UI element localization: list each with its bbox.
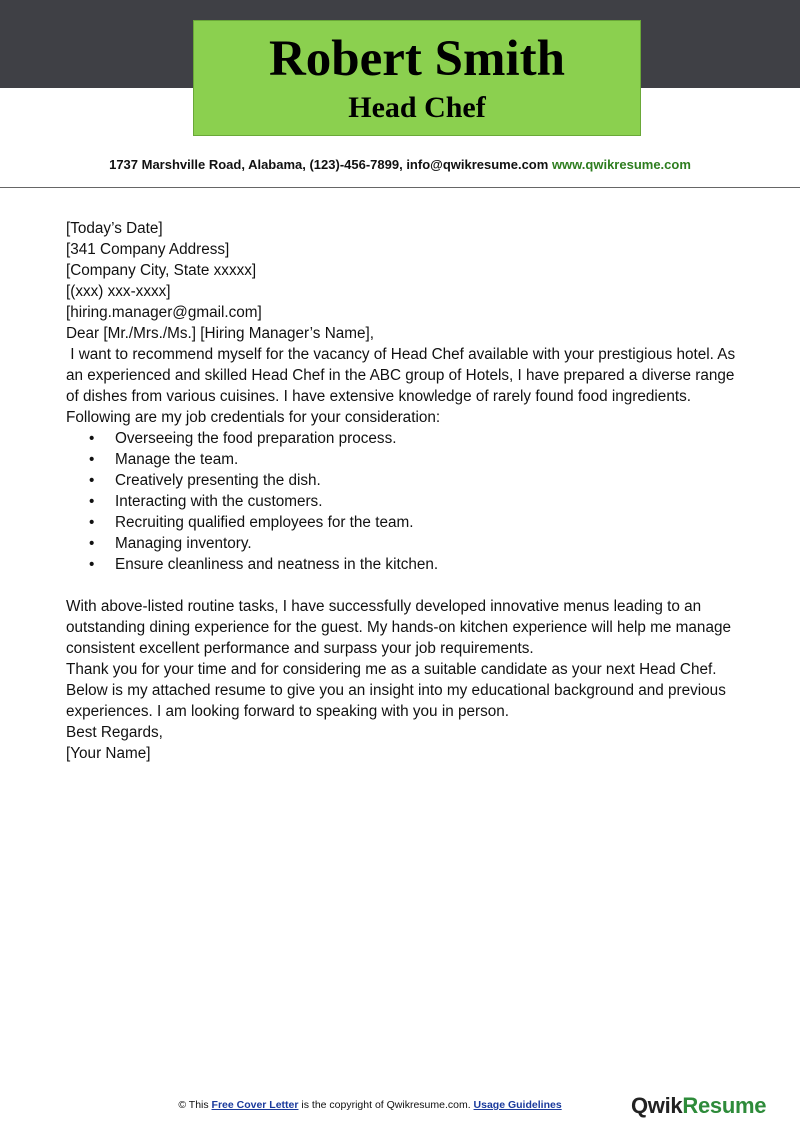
applicant-name: Robert Smith <box>268 31 566 87</box>
paragraph-experience: With above-listed routine tasks, I have successfully developed innovative menus leading to an outstanding dining experience for the guest. My hands-on kitchen experience will help me manage consistent excellent performance and surpass your job requirements. <box>66 598 731 657</box>
footer-middle: is the copyright of Qwikresume.com. <box>298 1099 474 1111</box>
greeting: Dear [Mr./Mrs./Ms.] [Hiring Manager’s Name], <box>66 325 374 342</box>
signoff <box>66 722 736 764</box>
usage-guidelines-link[interactable]: Usage Guidelines <box>473 1099 562 1111</box>
address-line: [341 Company Address] <box>66 241 230 258</box>
divider <box>0 187 800 188</box>
address-line: [Company City, State xxxxx] <box>66 262 257 279</box>
qwikresume-logo[interactable] <box>631 1093 766 1119</box>
letter-date: [Today’s Date] <box>66 220 163 237</box>
contact-line <box>0 157 800 172</box>
letter-body <box>66 218 740 764</box>
closing-phrase: Best Regards, <box>66 724 163 741</box>
signature-name: [Your Name] <box>66 745 151 762</box>
list-item: • Creatively presenting the dish. <box>66 470 736 491</box>
paragraph-intro: I want to recommend myself for the vacancy of Head Chef available with your prestigious hotel. As an experienced and skilled Head Chef in the ABC group of Hotels, I have prepared a diverse range of dishes from various cuisines. I have extensive knowledge of rarely found food ingredients. <box>66 346 740 405</box>
logo-text-qwik: Qwik <box>631 1093 683 1118</box>
website-link[interactable]: www.qwikresume.com <box>551 157 691 172</box>
recipient-address <box>66 239 736 323</box>
address-line: [hiring.manager@gmail.com] <box>66 304 262 321</box>
list-item: • Interacting with the customers. <box>66 491 736 512</box>
contact-details: 1737 Marshville Road, Alabama, (123)-456-7899, info@qwikresume.com <box>109 157 549 172</box>
duties-list <box>66 428 736 575</box>
list-item: • Recruiting qualified employees for the team. <box>66 512 736 533</box>
list-item: • Ensure cleanliness and neatness in the kitchen. <box>66 554 736 575</box>
logo-text-resume: Resume <box>682 1093 767 1118</box>
address-line: [(xxx) xxx-xxxx] <box>66 283 171 300</box>
footer-prefix: © This <box>178 1099 212 1111</box>
list-item: • Overseeing the food preparation process. <box>66 428 736 449</box>
list-item: • Manage the team. <box>66 449 736 470</box>
credentials-intro: Following are my job credentials for your consideration: <box>66 409 441 426</box>
footer-copyright <box>0 1099 740 1111</box>
paragraph-closing: Thank you for your time and for considering me as a suitable candidate as your next Head Chef. Below is my attached resume to give you an insight into my educational background and previous experiences. I am looking forward to speaking with you in person. <box>66 661 726 720</box>
name-box <box>193 20 641 136</box>
free-cover-letter-link[interactable]: Free Cover Letter <box>211 1099 299 1111</box>
list-item: • Managing inventory. <box>66 533 736 554</box>
applicant-title: Head Chef <box>348 91 486 124</box>
